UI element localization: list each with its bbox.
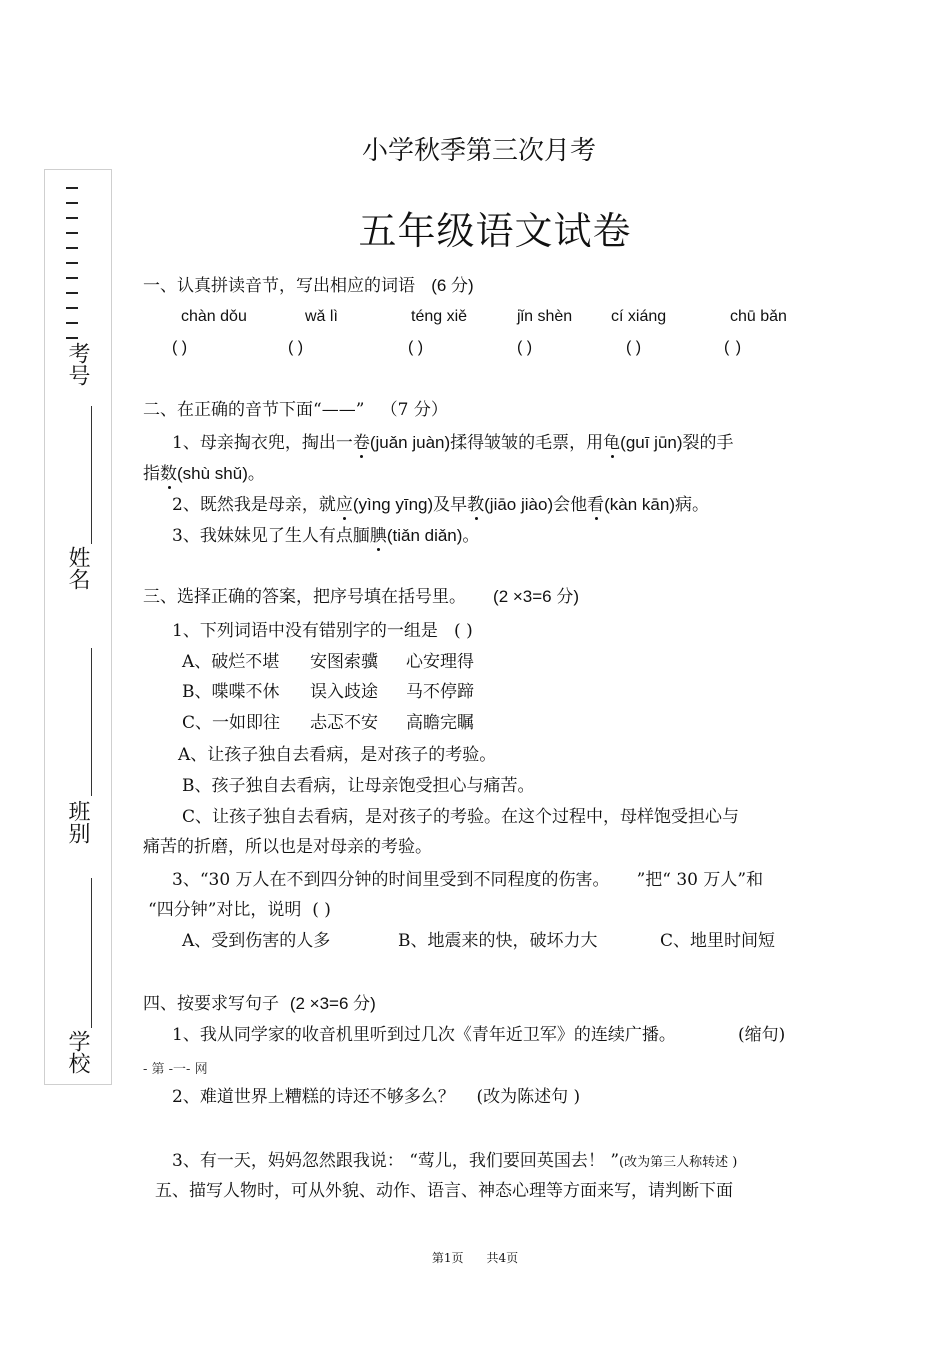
pinyin-item: jǐn shèn (517, 308, 573, 325)
option: B、喋喋不休 (182, 682, 280, 702)
option: 马不停蹄 (406, 682, 474, 702)
section2-heading: 二、在正确的音节下面“——” （7 分） (143, 400, 448, 420)
binding-line (91, 648, 92, 796)
pinyin-item: cí xiáng (611, 308, 667, 325)
answer-paren[interactable]: ( ) (454, 621, 473, 641)
section1-heading: 一、认真拼读音节，写出相应的词语 (6 分) (143, 276, 474, 296)
question-2-1-cont: 指数(shù shǔ)。 (143, 464, 265, 484)
pinyin-item: wǎ lì (305, 308, 338, 325)
question-4-3: 3、有一天，妈妈忽然跟我说： “莺儿，我们要回英国去！ ”(改为第三人称转述 ) (172, 1151, 738, 1171)
page-total: 共4页 (486, 1251, 519, 1265)
question-2-1: 1、母亲掏衣兜，掏出一卷(juǎn juàn)揉得皱皱的毛票，用龟(guī jūn)裂的手 (172, 433, 734, 453)
section3-heading: 三、选择正确的答案，把序号填在括号里。 (2 ×3=6 分) (143, 587, 580, 607)
label-kaohao: 考号 (65, 342, 90, 386)
question-2-3: 3、我妹妹见了生人有点腼腆(tiǎn diǎn)。 (172, 526, 480, 546)
answer-blank[interactable]: ( ) (517, 339, 533, 356)
answer-blank[interactable]: ( ) (626, 339, 642, 356)
option: A、受到伤害的人多 (182, 931, 331, 951)
page-number: 第1页 (431, 1251, 464, 1265)
option: C、一如即往 (182, 713, 281, 733)
option: 安图索骥 (310, 652, 378, 672)
section4-heading: 四、按要求写句子 (2 ×3=6 分) (143, 994, 376, 1014)
binding-line (91, 878, 92, 1028)
option: 忐忑不安 (310, 713, 378, 733)
option: A、让孩子独自去看病，是对孩子的考验。 (178, 745, 497, 765)
exam-subtitle: 五年级语文试卷 (358, 209, 632, 253)
label-xingming: 姓名 (65, 546, 90, 590)
option: B、孩子独自去看病，让母亲饱受担心与痛苦。 (182, 776, 535, 796)
label-xuexiao: 学校 (65, 1030, 90, 1074)
answer-blank[interactable]: ( ) (724, 339, 743, 356)
section5-heading: 五、描写人物时，可从外貌、动作、语言、神态心理等方面来写，请判断下面 (155, 1181, 733, 1201)
option: 心安理得 (406, 652, 474, 672)
pinyin-item: chàn dǒu (181, 308, 247, 325)
question-4-2: 2、难道世界上糟糕的诗还不够多么？ (改为陈述句 ) (172, 1087, 581, 1107)
answer-blank[interactable]: ( ) (288, 339, 304, 356)
answer-paren[interactable]: ( ) (312, 900, 331, 920)
question-3-1: 1、下列词语中没有错别字的一组是 ( ) (172, 621, 473, 641)
question-4-1: 1、我从同学家的收音机里听到过几次《青年近卫军》的连续广播。 (172, 1025, 676, 1045)
exam-title: 小学秋季第三次月考 (361, 136, 596, 166)
option: C、让孩子独自去看病，是对孩子的考验。在这个过程中，母样饱受担心与 (182, 807, 740, 827)
pinyin-item: chū bǎn (730, 308, 787, 325)
label-banbie: 班别 (65, 800, 90, 844)
watermark-text: - 第 -一- 网 (143, 1062, 208, 1077)
question-3-3-cont: “四分钟”对比，说明 ( ) (148, 900, 331, 920)
option-cont: 痛苦的折磨，所以也是对母亲的考验。 (143, 837, 432, 857)
requirement: (缩句) (738, 1025, 786, 1045)
option: 高瞻完瞩 (406, 713, 474, 733)
question-2-2: 2、既然我是母亲，就应(yìng yīng)及早教(jiāo jiào)会他看(kàn kān)病。 (172, 495, 709, 515)
binding-margin (44, 169, 112, 1085)
option: 误入歧途 (310, 682, 378, 702)
option: B、地震来的快，破坏力大 (398, 931, 598, 951)
option: A、破烂不堪 (182, 652, 280, 672)
answer-blank[interactable]: ( ) (172, 339, 188, 356)
option: C、地里时间短 (660, 931, 776, 951)
page-footer (0, 1249, 950, 1266)
binding-line (91, 406, 92, 544)
question-3-3: 3、“30 万人在不到四分钟的时间里受到不同程度的伤害。 ”把“ 30 万人”和 (172, 870, 764, 890)
pinyin-item: téng xiě (411, 308, 468, 325)
answer-blank[interactable]: ( ) (408, 339, 424, 356)
